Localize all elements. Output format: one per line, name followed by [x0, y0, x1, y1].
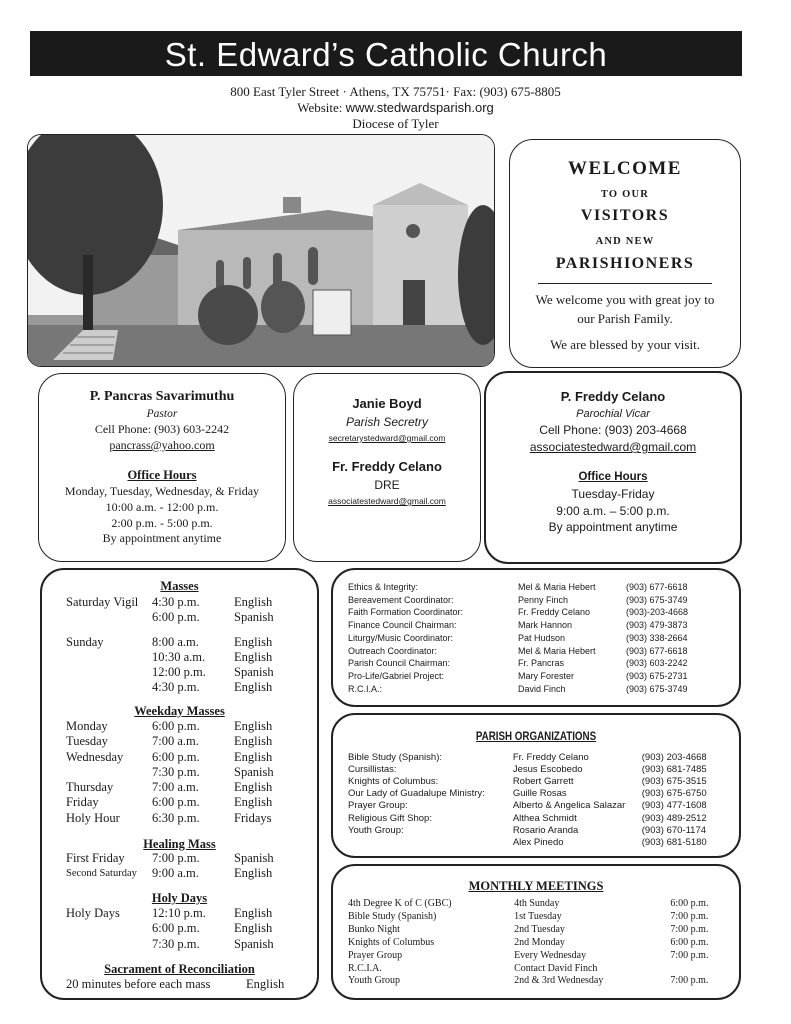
- row-person: Rosario Aranda: [512, 824, 579, 836]
- organization-row: [348, 752, 729, 765]
- welcome-box: [509, 139, 741, 368]
- pastor-phone: Cell Phone: (903) 603-2242: [94, 422, 230, 436]
- coordinator-row: [348, 632, 729, 645]
- meeting-schedule: 2nd Tuesday: [514, 923, 565, 935]
- row-label: [348, 837, 513, 850]
- row-person: Fr. Pancras: [518, 658, 565, 669]
- row-detail: (903) 489-2512: [641, 812, 707, 824]
- healing-mass-list: [66, 851, 307, 882]
- row-label: Parish Council Chairman:: [348, 658, 451, 669]
- welcome-divider: [538, 283, 712, 284]
- mass-day: [66, 665, 152, 680]
- mass-row: [66, 780, 307, 795]
- meeting-name: Knights of Columbus: [348, 936, 435, 948]
- dre-name: Fr. Freddy Celano: [332, 459, 442, 474]
- masses-list: [66, 595, 307, 696]
- coordinator-row: [348, 619, 729, 632]
- mass-day: [66, 650, 152, 665]
- mass-language: Spanish: [234, 610, 274, 625]
- coordinator-row: [348, 581, 729, 594]
- mass-day: Second Saturday: [66, 868, 137, 880]
- mass-day: Monday: [66, 719, 108, 733]
- pastor-email[interactable]: pancrass@yahoo.com: [109, 438, 215, 452]
- coordinator-row: [348, 606, 729, 619]
- pastor-appointment: By appointment anytime: [102, 531, 222, 545]
- dre-title: DRE: [374, 478, 400, 492]
- row-detail: (903) 675-3749: [626, 683, 688, 694]
- mass-row: [66, 811, 307, 826]
- mass-language: English: [234, 866, 273, 881]
- row-person: Penny Finch: [518, 594, 569, 605]
- row-person: Pat Hudson: [518, 632, 566, 643]
- row-person: Mark Hannon: [518, 620, 573, 631]
- meeting-row: [348, 937, 729, 950]
- mass-row: [66, 635, 307, 650]
- row-label: Religious Gift Shop:: [348, 812, 432, 824]
- mass-row: [66, 680, 307, 695]
- welcome-message: We welcome you with great joy to our Parish Family.: [535, 292, 715, 326]
- row-detail: (903) 681-7485: [641, 764, 707, 776]
- row-detail: (903) 677-6618: [626, 645, 688, 656]
- row-detail: (903) 677-6618: [626, 582, 688, 592]
- vicar-phone: Cell Phone: (903) 203-4668: [539, 423, 687, 437]
- secretary-title: Parish Secretry: [345, 415, 429, 429]
- meeting-time: 6:00 p.m.: [670, 936, 709, 948]
- parish-organizations-list: [348, 752, 729, 852]
- masses-title: Masses: [160, 579, 199, 593]
- vicar-email[interactable]: associatestedward@gmail.com: [529, 440, 697, 454]
- organization-row: [348, 813, 729, 826]
- meeting-row: [348, 911, 729, 924]
- row-person: David Finch: [518, 683, 566, 694]
- pastor-title: Pastor: [146, 408, 178, 420]
- meeting-schedule: 2nd Monday: [514, 936, 565, 948]
- row-person: Alex Pinedo: [512, 836, 564, 848]
- mass-day: [66, 937, 152, 952]
- mass-language: English: [234, 921, 273, 936]
- mass-language: English: [234, 734, 273, 749]
- meeting-name: Youth Group: [348, 975, 401, 987]
- mass-time: 7:00 a.m.: [152, 734, 199, 749]
- welcome-and-new: AND NEW: [595, 236, 655, 247]
- row-label: Prayer Group:: [348, 800, 408, 812]
- row-detail: (903) 675-3749: [626, 594, 688, 605]
- coordinator-row: [348, 594, 729, 607]
- meeting-schedule: 1st Tuesday: [514, 910, 562, 922]
- secretary-box: [293, 373, 481, 562]
- mass-language: Spanish: [234, 665, 274, 680]
- mass-time: 10:30 a.m.: [152, 649, 206, 664]
- healing-mass-title: Healing Mass: [143, 837, 216, 851]
- coordinator-row: [348, 657, 729, 670]
- mass-row: [66, 866, 307, 881]
- row-person: Althea Schmidt: [512, 812, 577, 824]
- meeting-name: R.C.I.A.: [348, 962, 382, 974]
- organization-row: [348, 837, 729, 850]
- mass-language: English: [234, 595, 273, 609]
- mass-time: 7:30 p.m.: [152, 764, 200, 779]
- church-address: 800 East Tyler Street · Athens, TX 75751· Fax: (903) 675-8805: [230, 84, 561, 99]
- secretary-email[interactable]: secretarystedward@gmail.com: [328, 433, 446, 443]
- mass-language: English: [234, 795, 273, 810]
- row-person: Alberto & Angelica Salazar: [512, 800, 626, 812]
- mass-day: Holy Hour: [66, 810, 120, 825]
- row-person: Robert Garrett: [512, 776, 574, 788]
- website-label: Website:: [297, 100, 343, 115]
- row-label: Outreach Coordinator:: [348, 645, 438, 656]
- mass-day: Tuesday: [66, 734, 108, 749]
- mass-row: [66, 795, 307, 810]
- row-detail: (903) 675-2731: [626, 670, 688, 681]
- meeting-time: 7:00 p.m.: [670, 949, 709, 961]
- row-label: Bible Study (Spanish):: [348, 752, 442, 763]
- row-label: Our Lady of Guadalupe Ministry:: [348, 788, 485, 800]
- website-line: [0, 100, 791, 116]
- row-label: Finance Council Chairman:: [348, 620, 457, 631]
- coordinator-row: [348, 683, 729, 696]
- mass-time: 7:00 p.m.: [152, 851, 200, 865]
- pastor-hours-morning: 10:00 a.m. - 12:00 p.m.: [105, 500, 219, 514]
- mass-time: 6:00 p.m.: [152, 719, 200, 733]
- meeting-row: [348, 924, 729, 937]
- monthly-meetings-box: [331, 864, 741, 1000]
- row-detail: (903) 338-2664: [626, 632, 688, 643]
- mass-time: 9:00 a.m.: [152, 866, 199, 881]
- row-person: Fr. Freddy Celano: [512, 752, 589, 763]
- coordinator-row: [348, 645, 729, 658]
- organization-row: [348, 825, 729, 838]
- monthly-meetings-title: MONTHLY MEETINGS: [468, 879, 604, 893]
- mass-language: English: [234, 719, 273, 733]
- welcome-blessed: We are blessed by your visit.: [550, 337, 700, 352]
- vicar-hours: 9:00 a.m. – 5:00 p.m.: [556, 504, 670, 518]
- mass-day: Friday: [66, 795, 99, 810]
- organization-row: [348, 776, 729, 789]
- meeting-row: [348, 975, 729, 988]
- row-person: Mel & Maria Hebert: [518, 582, 596, 592]
- meeting-time: 6:00 p.m.: [670, 898, 709, 909]
- vicar-name: P. Freddy Celano: [560, 389, 666, 404]
- welcome-heading: WELCOME: [568, 158, 682, 179]
- mass-time: 6:00 p.m.: [152, 610, 200, 625]
- reconciliation-text: 20 minutes before each mass: [66, 977, 211, 991]
- row-detail: (903) 675-3515: [641, 776, 707, 788]
- mass-time: 6:00 p.m.: [152, 795, 200, 810]
- mass-language: English: [234, 906, 273, 920]
- mass-row: [66, 665, 307, 680]
- mass-row: [66, 734, 307, 749]
- weekday-masses-title: Weekday Masses: [134, 704, 225, 718]
- row-label: R.C.I.A.:: [348, 683, 383, 694]
- mass-row: [66, 921, 307, 936]
- mass-day: First Friday: [66, 851, 125, 865]
- organization-row: [348, 764, 729, 777]
- vicar-appointment: By appointment anytime: [548, 520, 678, 534]
- organization-row: [348, 800, 729, 813]
- pastor-hours-afternoon: 2:00 p.m. - 5:00 p.m.: [111, 516, 213, 530]
- meeting-name: 4th Degree K of C (GBC): [348, 898, 452, 909]
- mass-day: Thursday: [66, 780, 114, 795]
- holy-days-title: Holy Days: [151, 891, 208, 905]
- mass-language: Fridays: [234, 810, 272, 825]
- mass-row: [66, 610, 307, 625]
- pastor-office-days: Monday, Tuesday, Wednesday, & Friday: [64, 484, 260, 498]
- meeting-time: [670, 963, 729, 976]
- mass-language: Spanish: [234, 851, 274, 865]
- church-photo: [27, 134, 495, 367]
- meeting-schedule: 4th Sunday: [514, 898, 560, 909]
- diocese: Diocese of Tyler: [352, 116, 439, 131]
- mass-day: [66, 610, 152, 625]
- reconciliation-row: [66, 977, 307, 992]
- row-detail: (903) 670-1174: [641, 824, 707, 836]
- mass-row: [66, 750, 307, 765]
- pastor-office-hours-title: Office Hours: [127, 468, 197, 482]
- pastor-box: [38, 373, 286, 562]
- welcome-visitors: VISITORS: [580, 207, 670, 224]
- row-label: Youth Group:: [348, 824, 404, 836]
- dre-email[interactable]: associatestedward@gmail.com: [328, 496, 446, 506]
- organization-row: [348, 788, 729, 801]
- mass-day: [66, 680, 152, 695]
- reconciliation-language: English: [246, 977, 285, 991]
- mass-row: [66, 906, 307, 921]
- mass-language: Spanish: [234, 764, 274, 779]
- church-name-banner: St. Edward’s Catholic Church: [30, 31, 742, 76]
- meeting-row: [348, 950, 729, 963]
- mass-language: Spanish: [234, 936, 274, 951]
- row-person: Fr. Freddy Celano: [518, 607, 591, 618]
- mass-day: Sunday: [66, 634, 104, 649]
- meeting-schedule: Every Wednesday: [514, 949, 587, 961]
- vicar-box: [484, 371, 742, 564]
- row-label: Cursillistas:: [348, 764, 397, 776]
- mass-row: [66, 851, 307, 866]
- welcome-to-our: TO OUR: [600, 189, 650, 200]
- row-label: Bereavement Coordinator:: [348, 594, 454, 605]
- mass-time: 8:00 a.m.: [152, 634, 199, 649]
- mass-schedule-box: [40, 568, 319, 1000]
- mass-language: English: [234, 749, 273, 764]
- mass-time: 4:30 p.m.: [152, 595, 200, 609]
- vicar-title: Parochial Vicar: [576, 408, 650, 420]
- reconciliation-title: Sacrament of Reconciliation: [104, 962, 255, 976]
- meeting-row: [348, 963, 729, 976]
- row-label: Knights of Columbus:: [348, 776, 439, 788]
- row-detail: (903) 603-2242: [626, 658, 688, 669]
- mass-time: 7:00 a.m.: [152, 780, 199, 795]
- mass-language: English: [234, 634, 273, 649]
- row-person: Guille Rosas: [512, 788, 567, 800]
- mass-row: [66, 765, 307, 780]
- meeting-schedule: 2nd & 3rd Wednesday: [514, 975, 604, 987]
- row-label: Pro-Life/Gabriel Project:: [348, 670, 445, 681]
- row-person: Jesus Escobedo: [512, 764, 583, 776]
- mass-day: [66, 765, 152, 780]
- mass-row: [66, 937, 307, 952]
- mass-row: [66, 719, 307, 734]
- meeting-time: 7:00 p.m.: [670, 910, 709, 922]
- meeting-schedule: Contact David Finch: [514, 962, 598, 974]
- monthly-meetings-list: [348, 898, 729, 998]
- row-label: Faith Formation Coordinator:: [348, 607, 464, 618]
- mass-row: [66, 595, 307, 610]
- mass-day: Saturday Vigil: [66, 595, 139, 609]
- row-person: Mel & Maria Hebert: [518, 645, 596, 656]
- mass-time: 6:00 p.m.: [152, 749, 200, 764]
- mass-time: 4:30 p.m.: [152, 680, 200, 695]
- mass-language: English: [234, 649, 273, 664]
- meeting-row: [348, 898, 729, 911]
- coordinator-row: [348, 670, 729, 683]
- row-person: Mary Forester: [518, 670, 575, 681]
- website-link[interactable]: www.stedwardsparish.org: [345, 100, 494, 115]
- row-detail: (903)-203-4668: [626, 607, 689, 618]
- weekday-masses-list: [66, 719, 307, 826]
- meeting-name: Bible Study (Spanish): [348, 910, 437, 922]
- mass-time: 6:00 p.m.: [152, 921, 200, 936]
- pastor-name: P. Pancras Savarimuthu: [89, 389, 235, 404]
- mass-day: Wednesday: [66, 749, 124, 764]
- row-detail: (903) 203-4668: [641, 752, 707, 763]
- row-detail: (903) 479-3873: [626, 620, 688, 631]
- row-detail: (903) 681-5180: [641, 836, 707, 848]
- secretary-name: Janie Boyd: [352, 396, 422, 411]
- welcome-parishioners: PARISHIONERS: [555, 255, 695, 272]
- meeting-name: Prayer Group: [348, 949, 403, 961]
- coordinators-box: [331, 568, 741, 707]
- row-label: Liturgy/Music Coordinator:: [348, 632, 454, 643]
- mass-day: [66, 921, 152, 936]
- mass-time: 12:00 p.m.: [152, 665, 206, 680]
- mass-language: English: [234, 680, 273, 695]
- mass-day: Holy Days: [66, 906, 120, 920]
- mass-row: [66, 650, 307, 665]
- mass-time: 7:30 p.m.: [152, 936, 200, 951]
- meeting-time: 7:00 p.m.: [670, 923, 709, 935]
- holy-days-list: [66, 906, 307, 952]
- row-detail: (903) 675-6750: [641, 788, 707, 800]
- parish-organizations-box: [331, 713, 741, 858]
- parish-organizations-title: PARISH ORGANIZATIONS: [475, 731, 597, 743]
- mass-time: 6:30 p.m.: [152, 810, 200, 825]
- vicar-office-days: Tuesday-Friday: [571, 487, 655, 501]
- meeting-name: Bunko Night: [348, 923, 400, 935]
- coordinators-list: [348, 581, 729, 701]
- row-label: Ethics & Integrity:: [348, 582, 419, 592]
- row-detail: (903) 477-1608: [641, 800, 707, 812]
- mass-time: 12:10 p.m.: [152, 906, 206, 920]
- mass-language: English: [234, 780, 273, 795]
- meeting-time: 7:00 p.m.: [670, 975, 709, 987]
- vicar-office-hours-title: Office Hours: [578, 471, 648, 483]
